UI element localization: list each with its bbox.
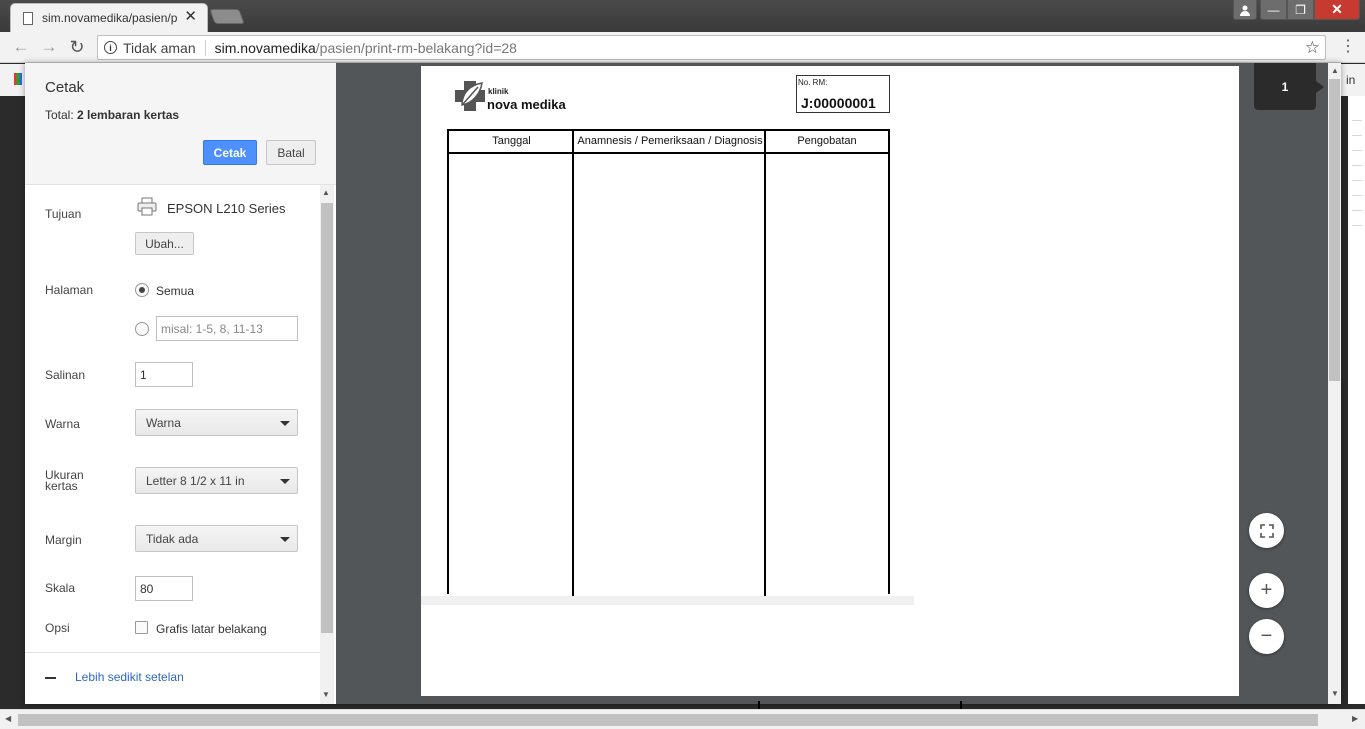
scroll-down-icon[interactable]: ▼ — [322, 690, 330, 699]
url-path: /pasien/print-rm-belakang?id=28 — [315, 39, 517, 56]
back-arrow-icon[interactable]: ← — [12, 37, 30, 56]
less-settings-link[interactable]: Lebih sedikit setelan — [75, 670, 184, 684]
fit-page-icon — [1260, 524, 1274, 538]
settings-scroll-area — [25, 185, 336, 704]
print-dialog — [25, 63, 1341, 704]
clinic-small-text: klinik — [488, 87, 509, 96]
printer-icon — [137, 197, 157, 216]
change-destination-button[interactable]: Ubah... — [135, 232, 194, 255]
preview-page — [421, 66, 1239, 696]
dropdown-caret-icon — [280, 479, 290, 484]
copies-label: Salinan — [45, 368, 86, 382]
page-number-indicator: 1 — [1254, 63, 1316, 110]
title-bar — [0, 0, 1365, 32]
column-diagnosis — [574, 131, 766, 596]
scroll-up-icon[interactable]: ▲ — [322, 188, 330, 197]
pages-label: Halaman — [45, 283, 94, 297]
paper-size-value: Letter 8 1/2 x 11 in — [146, 473, 245, 488]
bookmarks-overflow-text: in — [1346, 73, 1356, 87]
background-graphics-checkbox[interactable] — [135, 621, 148, 634]
margin-label: Margin — [45, 533, 82, 547]
page-horizontal-scrollbar[interactable] — [0, 709, 1365, 729]
column-date — [449, 131, 574, 596]
scroll-up-icon[interactable]: ▲ — [1331, 66, 1339, 75]
dropdown-caret-icon — [280, 537, 290, 542]
browser-menu-icon[interactable]: ⋮ — [1340, 38, 1356, 55]
document-icon — [23, 12, 33, 25]
destination-label: Tujuan — [45, 207, 82, 221]
margin-select[interactable] — [135, 525, 298, 552]
color-select[interactable] — [135, 409, 298, 436]
zoom-in-button[interactable] — [1249, 573, 1284, 608]
copies-input[interactable]: 1 — [135, 362, 193, 387]
paper-size-select[interactable] — [135, 467, 298, 494]
total-label: Total: — [45, 108, 74, 122]
tab-title: sim.novamedika/pasien/p — [42, 11, 178, 25]
medical-record-number-box — [796, 75, 890, 113]
options-label: Opsi — [45, 621, 70, 635]
dropdown-caret-icon — [280, 421, 290, 426]
medical-record-table — [447, 129, 890, 594]
scrollbar-thumb[interactable] — [18, 714, 1318, 726]
browser-tab[interactable] — [10, 3, 208, 32]
print-settings-panel — [25, 63, 336, 704]
settings-scrollbar[interactable] — [320, 185, 334, 704]
paper-size-label: Ukuran kertas — [45, 468, 84, 493]
new-tab-button[interactable] — [209, 9, 244, 24]
print-header — [25, 63, 336, 185]
preview-scrollbar[interactable] — [1328, 63, 1341, 704]
pages-custom-input[interactable]: misal: 1-5, 8, 11-13 — [156, 316, 298, 341]
apps-icon[interactable] — [14, 73, 22, 85]
preview-inner-scrollbar — [421, 596, 914, 605]
user-icon — [1239, 4, 1251, 16]
background-graphics-label: Grafis latar belakang — [156, 622, 267, 636]
scroll-right-icon[interactable]: ▶ — [1352, 714, 1359, 723]
close-window-button[interactable]: ✕ — [1314, 0, 1360, 20]
color-select-value: Warna — [146, 415, 181, 430]
rm-label: No. RM: — [798, 78, 828, 87]
print-button[interactable]: Cetak — [203, 140, 257, 165]
browser-toolbar — [0, 32, 1365, 63]
settings-footer — [25, 652, 320, 704]
info-icon[interactable]: i — [104, 41, 117, 54]
scroll-down-icon[interactable]: ▼ — [1331, 689, 1339, 698]
pages-all-radio[interactable] — [135, 283, 149, 297]
rm-value: J:00000001 — [801, 95, 876, 111]
scrollbar-thumb[interactable] — [321, 203, 333, 633]
bookmark-star-icon[interactable]: ☆ — [1304, 38, 1320, 57]
pages-custom-radio[interactable] — [135, 322, 149, 336]
table-header: Tanggal — [492, 135, 531, 147]
color-label: Warna — [45, 417, 80, 431]
user-profile-button[interactable] — [1233, 0, 1257, 20]
plus-icon: + — [1260, 579, 1273, 601]
maximize-button[interactable]: ❐ — [1287, 0, 1314, 20]
scale-input[interactable]: 80 — [135, 576, 193, 601]
minus-icon: − — [1260, 625, 1273, 647]
tab-close-icon[interactable]: ✕ — [184, 8, 197, 25]
zoom-out-button[interactable] — [1249, 619, 1284, 654]
divider — [205, 40, 206, 56]
pages-all-label: Semua — [156, 284, 195, 298]
margin-value: Tidak ada — [146, 531, 199, 546]
scale-label: Skala — [45, 581, 76, 595]
scrollbar-thumb[interactable] — [1329, 79, 1340, 381]
security-status[interactable]: Tidak aman — [123, 39, 196, 56]
printer-name: EPSON L210 Series — [167, 201, 286, 216]
url-host: sim.novamedika — [214, 39, 316, 56]
table-header: Pengobatan — [797, 135, 857, 147]
cancel-button[interactable]: Batal — [266, 140, 316, 165]
minimize-button[interactable]: — — [1260, 0, 1287, 20]
reload-icon[interactable]: ↻ — [69, 36, 85, 57]
total-value: 2 lembaran kertas — [77, 108, 180, 122]
collapse-icon[interactable] — [45, 677, 56, 679]
address-bar[interactable] — [97, 35, 1326, 60]
clinic-logo-icon — [454, 79, 486, 112]
print-preview — [336, 63, 1341, 704]
total-sheets — [45, 108, 179, 122]
fit-to-page-button[interactable] — [1249, 513, 1284, 548]
table-header: Anamnesis / Pemeriksaan / Diagnosis — [577, 135, 763, 147]
dialog-title: Cetak — [45, 79, 85, 96]
clinic-name: nova medika — [487, 97, 566, 112]
underlying-page-edge — [1348, 96, 1365, 704]
forward-arrow-icon[interactable]: → — [40, 37, 58, 56]
scroll-left-icon[interactable]: ◀ — [5, 714, 12, 723]
